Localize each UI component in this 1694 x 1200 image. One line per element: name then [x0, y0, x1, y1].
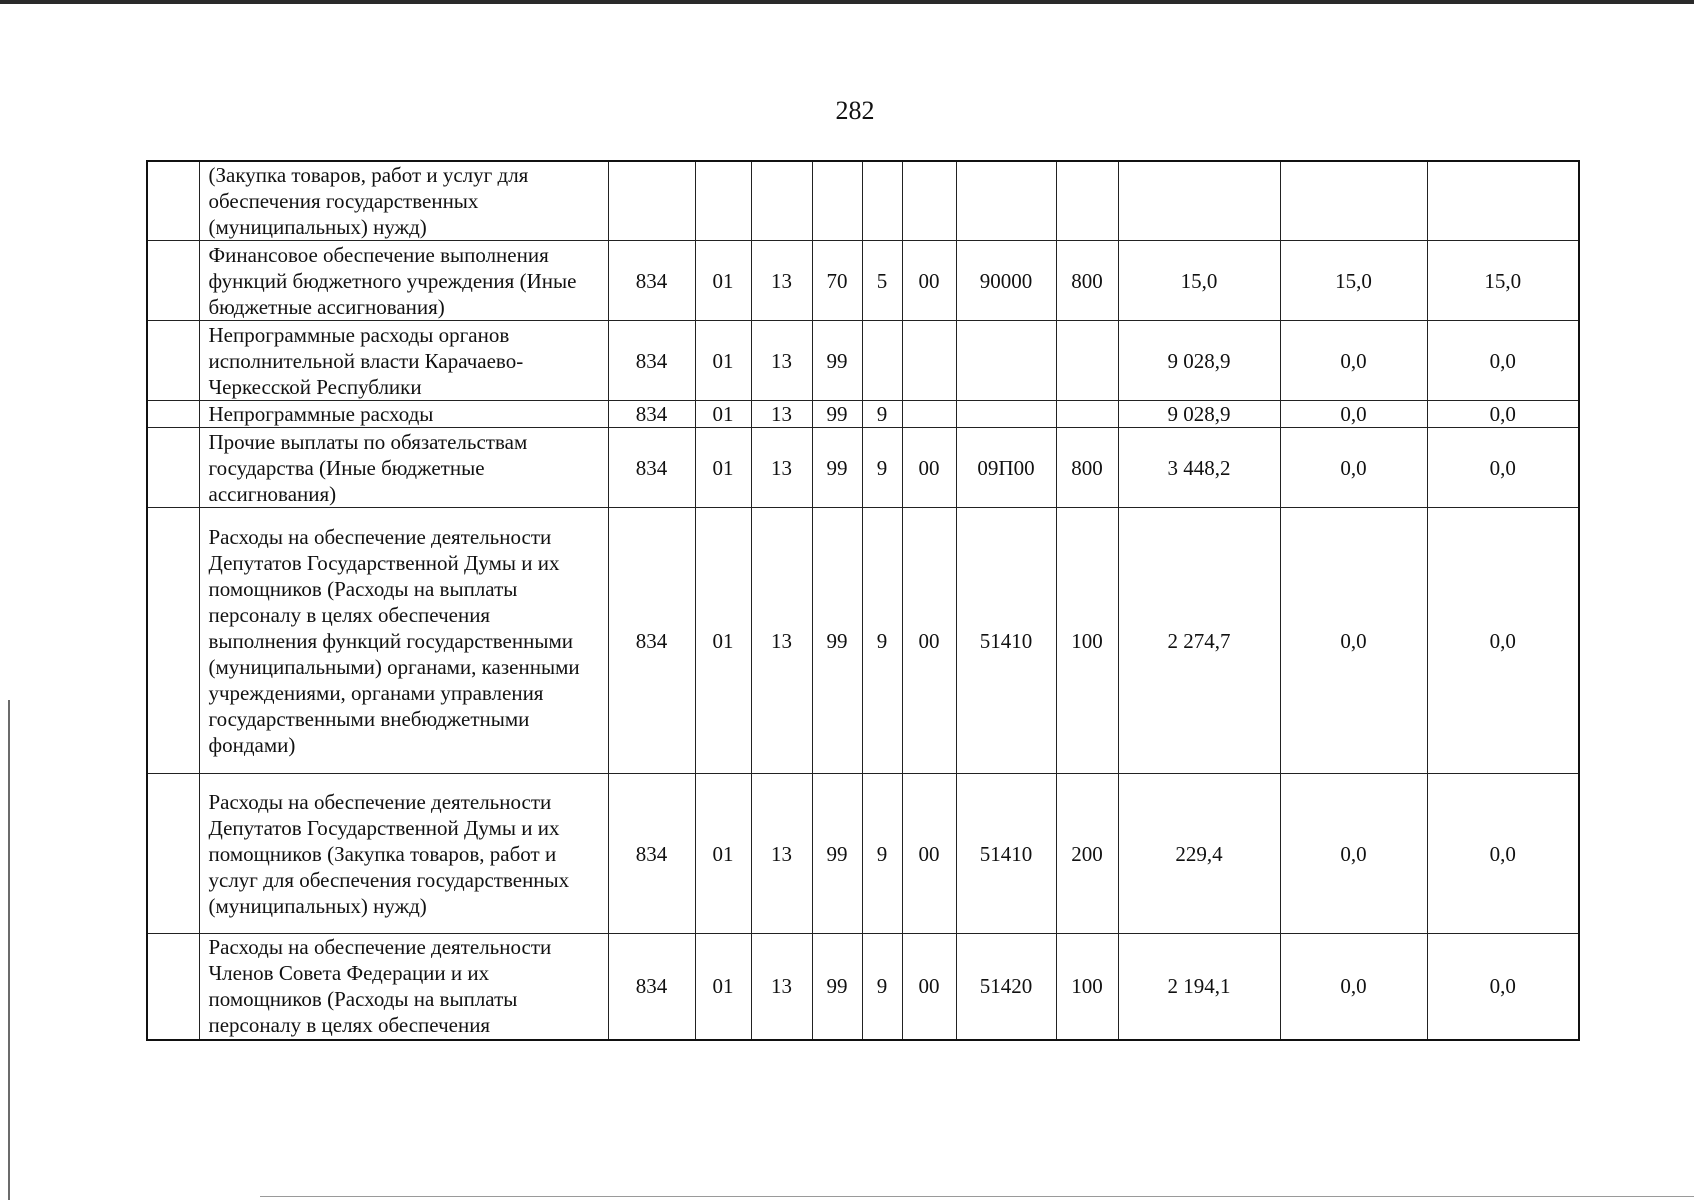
amount-year-1: 9 028,9 — [1118, 401, 1280, 428]
subsection-code: 13 — [751, 241, 812, 321]
amount-year-2: 0,0 — [1280, 428, 1427, 508]
table-row — [147, 241, 1579, 321]
program-code: 99 — [812, 774, 862, 934]
subsection-code: 13 — [751, 934, 812, 1040]
amount-year-3: 0,0 — [1427, 321, 1579, 401]
subprogram-code: 9 — [862, 428, 902, 508]
activity-code: 00 — [902, 428, 956, 508]
section-code: 01 — [695, 774, 751, 934]
subprogram-code — [862, 161, 902, 241]
direction-code: 90000 — [956, 241, 1056, 321]
amount-year-2: 0,0 — [1280, 401, 1427, 428]
section-code — [695, 161, 751, 241]
amount-year-3: 0,0 — [1427, 508, 1579, 774]
subsection-code: 13 — [751, 508, 812, 774]
section-code: 01 — [695, 241, 751, 321]
amount-year-1: 9 028,9 — [1118, 321, 1280, 401]
scan-left-edge — [8, 700, 10, 1200]
amount-year-3 — [1427, 161, 1579, 241]
subsection-code: 13 — [751, 774, 812, 934]
program-code: 99 — [812, 934, 862, 1040]
expense-name: (Закупка товаров, работ и услуг для обеспечения государственных (муниципальных) нужд) — [199, 161, 608, 241]
amount-year-2: 15,0 — [1280, 241, 1427, 321]
ved-code: 834 — [608, 428, 695, 508]
subprogram-code: 9 — [862, 934, 902, 1040]
program-code: 99 — [812, 428, 862, 508]
amount-year-1: 3 448,2 — [1118, 428, 1280, 508]
amount-year-3: 0,0 — [1427, 401, 1579, 428]
ved-code — [608, 161, 695, 241]
subprogram-code: 9 — [862, 401, 902, 428]
table-row — [147, 508, 1579, 774]
index-cell — [147, 774, 199, 934]
expense-name: Непрограммные расходы — [199, 401, 608, 428]
expense-name: Прочие выплаты по обязательствам государства (Иные бюджетные ассигнования) — [199, 428, 608, 508]
amount-year-2: 0,0 — [1280, 508, 1427, 774]
activity-code — [902, 321, 956, 401]
amount-year-2: 0,0 — [1280, 321, 1427, 401]
amount-year-1: 15,0 — [1118, 241, 1280, 321]
subsection-code: 13 — [751, 401, 812, 428]
program-code: 99 — [812, 401, 862, 428]
expense-type-code — [1056, 161, 1118, 241]
amount-year-3: 0,0 — [1427, 934, 1579, 1040]
table-row — [147, 161, 1579, 241]
program-code: 70 — [812, 241, 862, 321]
section-code: 01 — [695, 428, 751, 508]
expense-name: Расходы на обеспечение деятельности Депутатов Государственной Думы и их помощников (Расходы на выплаты персоналу в целях обеспечения выполнения функций государственными (муниципальными) органами, казенными учреждениями, органами управления государственными внебюджетными фондами) — [199, 508, 608, 774]
direction-code — [956, 161, 1056, 241]
table-row — [147, 428, 1579, 508]
budget-table — [146, 160, 1580, 1041]
subprogram-code — [862, 321, 902, 401]
ved-code: 834 — [608, 401, 695, 428]
amount-year-1 — [1118, 161, 1280, 241]
table-row — [147, 401, 1579, 428]
index-cell — [147, 161, 199, 241]
amount-year-2: 0,0 — [1280, 774, 1427, 934]
activity-code: 00 — [902, 241, 956, 321]
expense-name: Финансовое обеспечение выполнения функций бюджетного учреждения (Иные бюджетные ассигнования) — [199, 241, 608, 321]
activity-code: 00 — [902, 774, 956, 934]
ved-code: 834 — [608, 934, 695, 1040]
table-row — [147, 774, 1579, 934]
scan-top-edge — [0, 0, 1694, 4]
direction-code: 51420 — [956, 934, 1056, 1040]
expense-type-code: 100 — [1056, 934, 1118, 1040]
direction-code: 51410 — [956, 508, 1056, 774]
expense-type-code — [1056, 401, 1118, 428]
index-cell — [147, 428, 199, 508]
activity-code — [902, 161, 956, 241]
expense-name: Расходы на обеспечение деятельности Депутатов Государственной Думы и их помощников (Закупка товаров, работ и услуг для обеспечения государственных (муниципальных) нужд) — [199, 774, 608, 934]
section-code: 01 — [695, 934, 751, 1040]
amount-year-3: 15,0 — [1427, 241, 1579, 321]
section-code: 01 — [695, 508, 751, 774]
ved-code: 834 — [608, 241, 695, 321]
amount-year-3: 0,0 — [1427, 428, 1579, 508]
direction-code — [956, 401, 1056, 428]
program-code: 99 — [812, 321, 862, 401]
expense-type-code: 200 — [1056, 774, 1118, 934]
table-row — [147, 321, 1579, 401]
expense-type-code: 100 — [1056, 508, 1118, 774]
amount-year-1: 229,4 — [1118, 774, 1280, 934]
amount-year-1: 2 274,7 — [1118, 508, 1280, 774]
amount-year-1: 2 194,1 — [1118, 934, 1280, 1040]
amount-year-3: 0,0 — [1427, 774, 1579, 934]
activity-code: 00 — [902, 508, 956, 774]
expense-type-code: 800 — [1056, 241, 1118, 321]
subsection-code — [751, 161, 812, 241]
index-cell — [147, 934, 199, 1040]
page-number: 282 — [835, 96, 875, 125]
direction-code: 09П00 — [956, 428, 1056, 508]
subprogram-code: 9 — [862, 508, 902, 774]
activity-code — [902, 401, 956, 428]
expense-type-code — [1056, 321, 1118, 401]
ved-code: 834 — [608, 508, 695, 774]
expense-type-code: 800 — [1056, 428, 1118, 508]
program-code: 99 — [812, 508, 862, 774]
program-code — [812, 161, 862, 241]
subsection-code: 13 — [751, 321, 812, 401]
subsection-code: 13 — [751, 428, 812, 508]
scan-bottom-edge — [260, 1196, 1694, 1197]
section-code: 01 — [695, 401, 751, 428]
index-cell — [147, 321, 199, 401]
activity-code: 00 — [902, 934, 956, 1040]
index-cell — [147, 508, 199, 774]
index-cell — [147, 401, 199, 428]
expense-name: Непрограммные расходы органов исполнительной власти Карачаево-Черкесской Республики — [199, 321, 608, 401]
direction-code — [956, 321, 1056, 401]
expense-name: Расходы на обеспечение деятельности Членов Совета Федерации и их помощников (Расходы на выплаты персоналу в целях обеспечения — [199, 934, 608, 1040]
table-row — [147, 934, 1579, 1040]
subprogram-code: 5 — [862, 241, 902, 321]
ved-code: 834 — [608, 774, 695, 934]
direction-code: 51410 — [956, 774, 1056, 934]
subprogram-code: 9 — [862, 774, 902, 934]
ved-code: 834 — [608, 321, 695, 401]
index-cell — [147, 241, 199, 321]
amount-year-2: 0,0 — [1280, 934, 1427, 1040]
amount-year-2 — [1280, 161, 1427, 241]
section-code: 01 — [695, 321, 751, 401]
